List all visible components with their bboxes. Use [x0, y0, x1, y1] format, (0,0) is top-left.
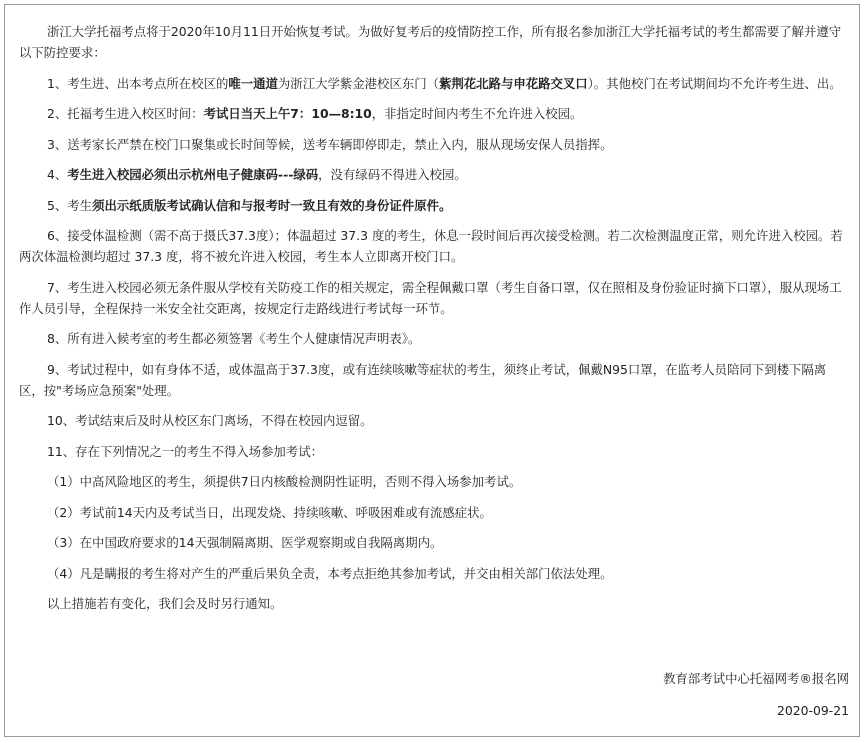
item-4-text-a: 4、 — [47, 167, 68, 182]
item-2-text-a: 2、托福考生进入校区时间： — [47, 106, 204, 121]
item-2-bold-b: 考试日当天上午7：10—8:10 — [203, 106, 372, 121]
item-1-bold-b: 唯一通道 — [228, 75, 278, 91]
item-11: 11、存在下列情况之一的考生不得入场参加考试： — [47, 443, 323, 459]
item-10: 10、考试结束后及时从校区东门离场，不得在校园内逗留。 — [47, 413, 373, 428]
item-11-sub-4: （4）凡是瞒报的考生将对产生的严重后果负全责，本考点拒绝其参加考试，并交由相关部门依法处理。 — [47, 565, 613, 581]
closing-paragraph: 以上措施若有变化，我们会及时另行通知。 — [47, 596, 283, 611]
item-1-bold-d: 紫荆花北路与申花路交叉口 — [439, 75, 588, 91]
item-2-text-c: ，非指定时间内考生不允许进入校园。 — [371, 106, 583, 121]
item-8: 8、所有进入候考室的考生都必须签署《考生个人健康情况声明表》。 — [47, 331, 421, 346]
item-6: 6、接受体温检测（需不高于摄氏37.3度）；体温超过 37.3 度的考生，休息一段时间后再次接受检测。若二次检测温度正常，则允许进入校园。若两次体温检测均超过 37.3 度，将不被允许进入校园，考生本人立即离开校门口。 — [19, 228, 843, 264]
item-9: 9、考试过程中，如有身体不适，或体温高于37.3度，或有连续咳嗽等症状的考生，须终止考试，佩戴N95口罩，在监考人员陪同下到楼下隔离区，按"考场应急预案"处理。 — [19, 361, 827, 398]
item-7: 7、考生进入校园必须无条件服从学校有关防疫工作的相关规定，需全程佩戴口罩（考生自备口罩，仅在照相及身份验证时摘下口罩），服从现场工作人员引导，全程保持一米安全社交距离，按规定行走路线进行考试每一环节。 — [19, 279, 842, 316]
source-signature: 教育部考试中心托福网考®报名网 — [663, 671, 849, 686]
notice-content — [19, 21, 849, 624]
publish-date: 2020-09-21 — [776, 703, 849, 718]
item-4-text-c: ，没有绿码不得进入校园。 — [318, 167, 467, 182]
item-1 — [19, 73, 849, 94]
item-11-sub-2: （2）考试前14天内及考试当日，出现发烧、持续咳嗽、呼吸困难或有流感症状。 — [47, 504, 492, 520]
item-5-bold-b: 须出示纸质版考试确认信和与报考时一致且有效的身份证件原件。 — [92, 197, 452, 213]
item-1-text-e: ）。其他校门在考试期间均不允许考生进、出。 — [587, 75, 842, 91]
item-5 — [19, 195, 849, 216]
item-1-text-c: 为浙江大学紫金港校区东门（ — [277, 75, 439, 91]
item-11-sub-1: （1）中高风险地区的考生，须提供7日内核酸检测阴性证明，否则不得入场参加考试。 — [47, 474, 522, 489]
item-4 — [19, 164, 849, 185]
item-1-text-a: 1、考生进、出本考点所在校区的 — [47, 75, 229, 91]
item-5-text-a: 5、考生 — [47, 197, 93, 213]
item-4-bold-b: 考生进入校园必须出示杭州电子健康码---绿码 — [67, 167, 319, 182]
intro-paragraph: 浙江大学托福考点将于2020年10月11日开始恢复考试。为做好复考后的疫情防控工作，所有报名参加浙江大学托福考试的考生都需要了解并遵守以下防控要求： — [19, 24, 842, 60]
notice-frame — [4, 4, 860, 737]
item-11-sub-3: （3）在中国政府要求的14天强制隔离期、医学观察期或自我隔离期内。 — [47, 535, 443, 550]
item-2 — [19, 103, 849, 124]
item-3: 3、送考家长严禁在校门口聚集或长时间等候，送考车辆即停即走，禁止入内，服从现场安保人员指挥。 — [47, 136, 613, 152]
